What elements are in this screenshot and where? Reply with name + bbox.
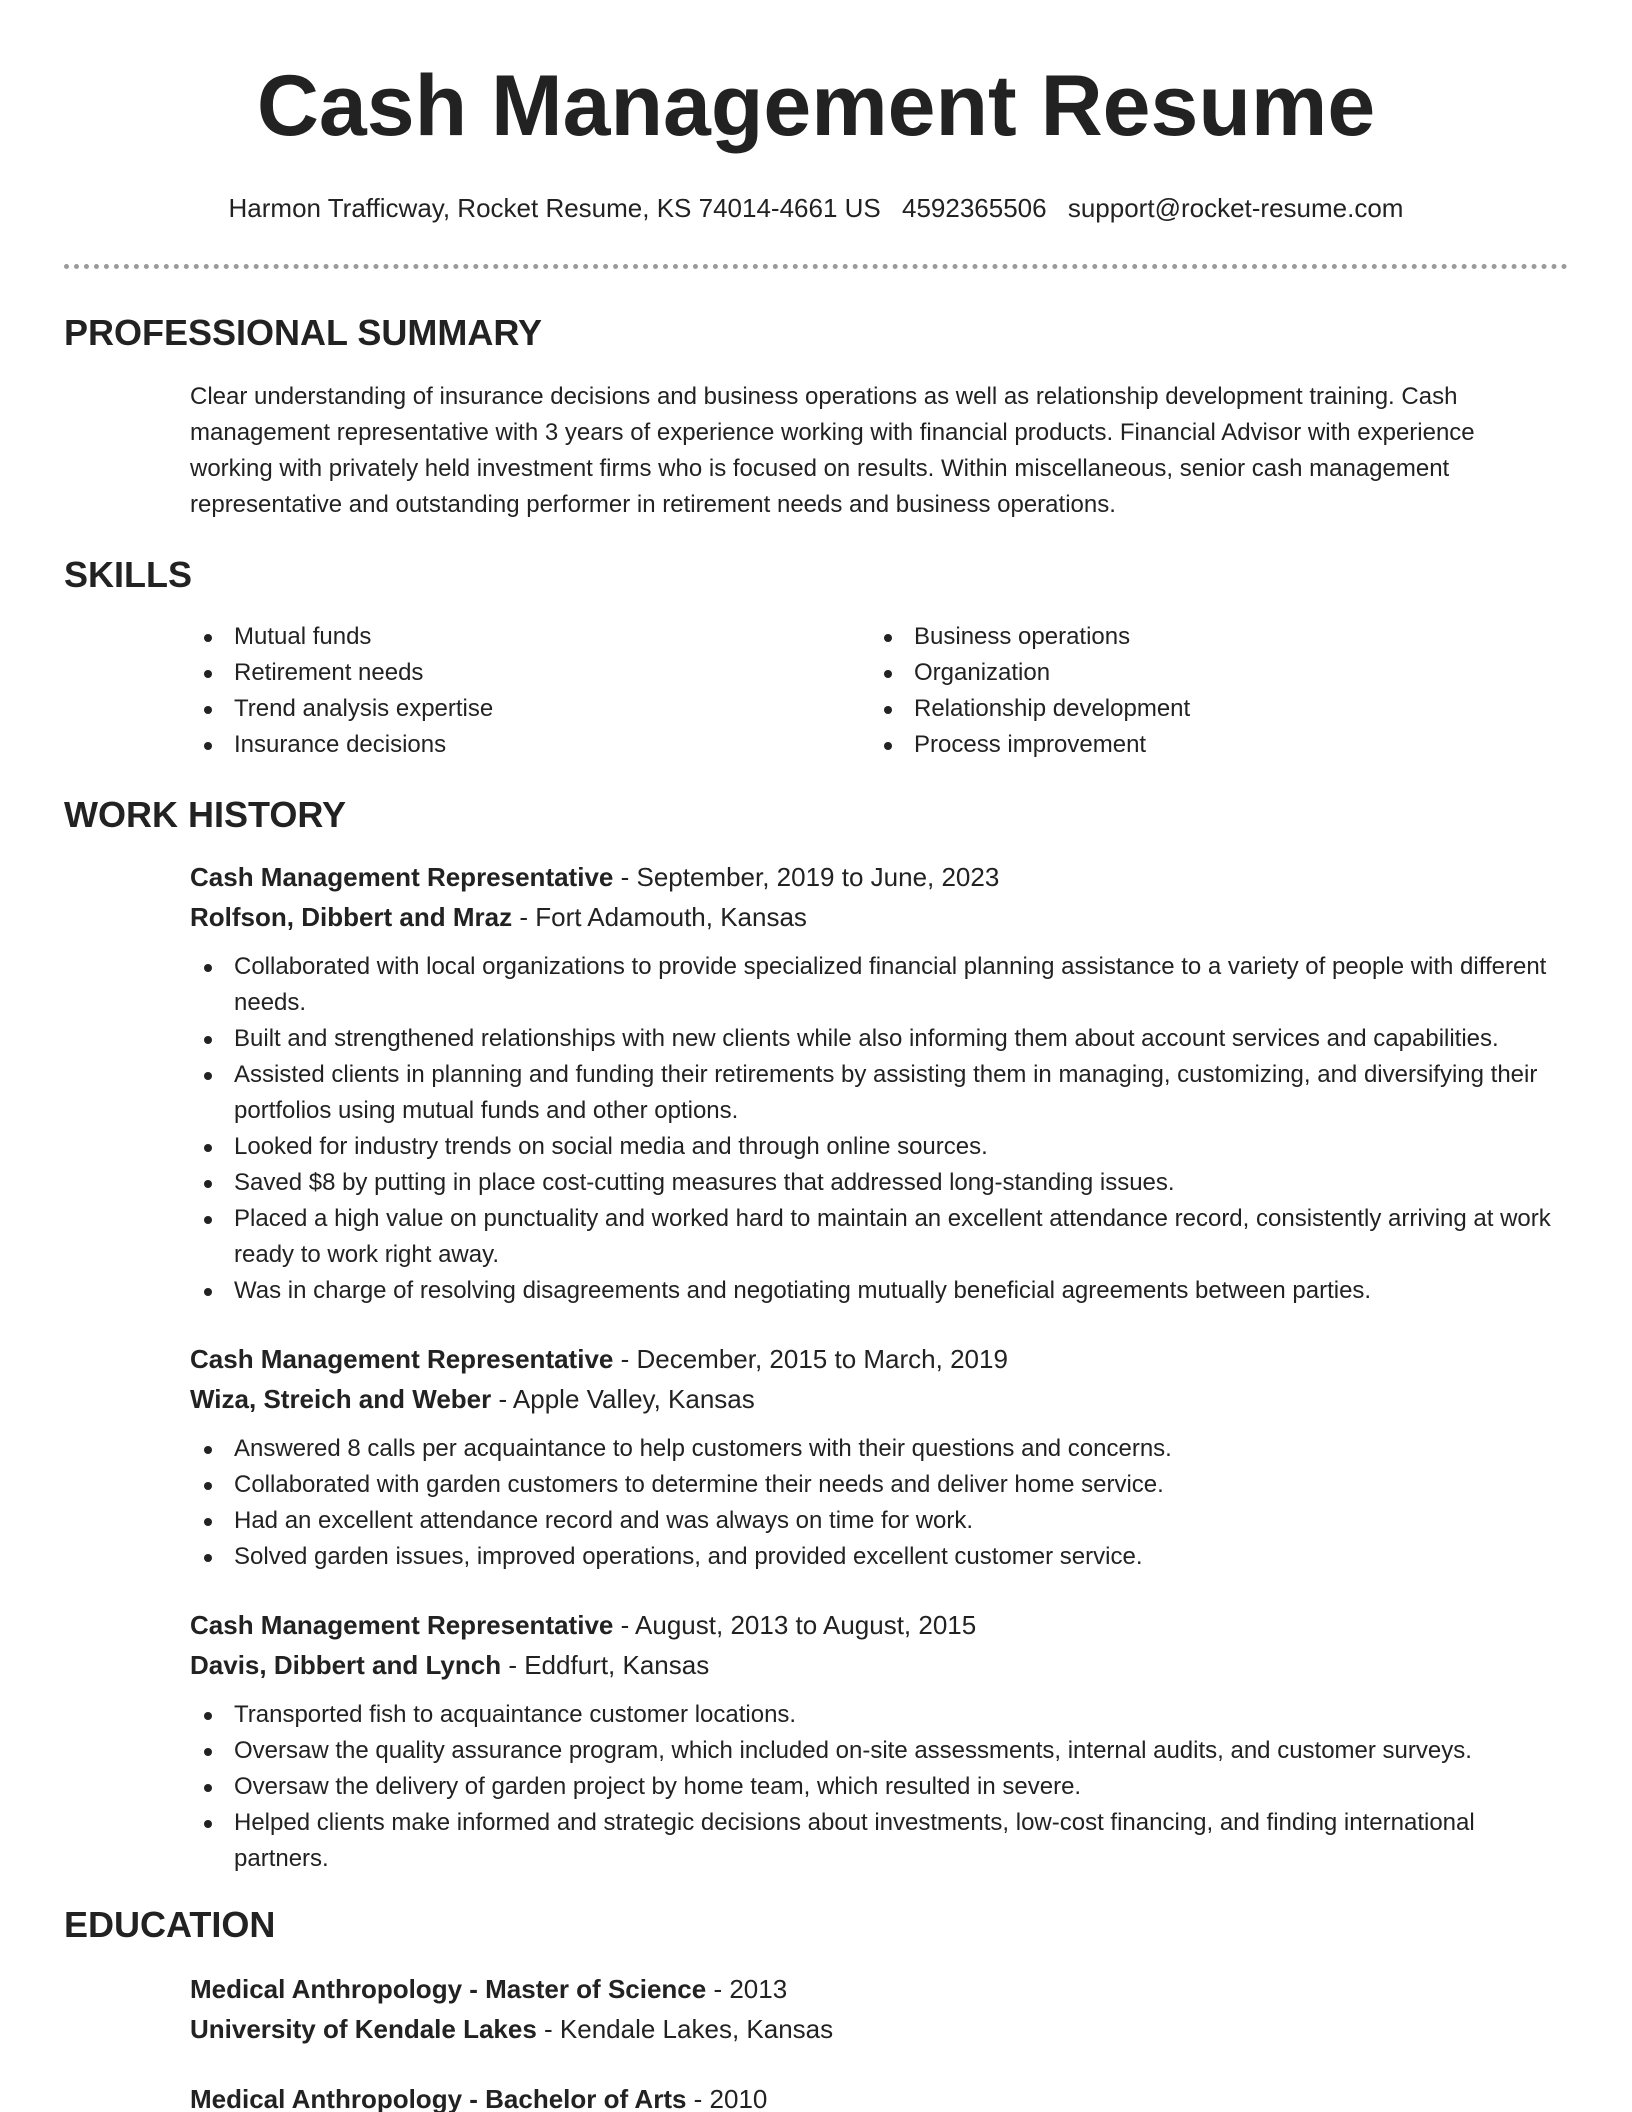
education-school: University of Kendale Lakes [190, 2014, 537, 2044]
list-item [190, 1057, 1570, 1129]
bullet-text: Was in charge of resolving disagreements and negotiating mutually beneficial agreements between parties. [234, 1277, 1372, 1304]
summary-text: Clear understanding of insurance decisions and business operations as well as relationship development training. Cash management representative with 3 years of experience working with financial products. Financial Advisor with experience working with privately held investment firms who is focused on results. Within miscellaneous, senior cash management representative and outstanding performer in retirement needs and business operations. [190, 383, 1475, 518]
job-company: Davis, Dibbert and Lynch [190, 1650, 502, 1680]
bullet-text: Looked for industry trends on social media and through online sources. [234, 1133, 988, 1160]
bullet-icon [884, 706, 892, 714]
bullet-icon [204, 1554, 212, 1562]
bullet-text: Collaborated with local organizations to provide specialized financial planning assistance to a variety of people with different needs. [234, 953, 1547, 1016]
list-item [190, 1467, 1570, 1503]
bullet-icon [204, 1072, 212, 1080]
skills-column-right [870, 619, 1550, 763]
bullet-text: Built and strengthened relationships with new clients while also informing them about account services and capabilities. [234, 1025, 1499, 1052]
bullet-icon [204, 964, 212, 972]
bullet-icon [204, 1712, 212, 1720]
list-item [190, 1805, 1570, 1877]
bullet-icon [204, 634, 212, 642]
education-degree: Medical Anthropology - Bachelor of Arts [190, 2084, 687, 2112]
bullet-text: Placed a high value on punctuality and worked hard to maintain an excellent attendance record, consistently arriving at work ready to work right away. [234, 1205, 1551, 1268]
job-entry [190, 1339, 1570, 1575]
bullet-text: Answered 8 calls per acquaintance to help customers with their questions and concerns. [234, 1435, 1172, 1462]
bullet-icon [204, 706, 212, 714]
list-item [190, 949, 1570, 1021]
job-dates: - December, 2015 to March, 2019 [613, 1344, 1008, 1374]
bullet-icon [884, 742, 892, 750]
list-item [190, 1129, 1570, 1165]
list-item [190, 1201, 1570, 1273]
job-title-line [190, 857, 1570, 897]
header-divider [64, 264, 1568, 269]
bullet-icon [204, 1784, 212, 1792]
skill-item [190, 727, 870, 763]
education-entry [190, 1969, 1570, 2049]
job-company-line [190, 1645, 1570, 1685]
list-item [190, 1697, 1570, 1733]
skill-label: Retirement needs [234, 659, 424, 686]
bullet-icon [204, 1748, 212, 1756]
skill-item [870, 655, 1550, 691]
bullet-icon [884, 634, 892, 642]
bullet-text: Assisted clients in planning and funding their retirements by assisting them in managing, customizing, and diversifying their portfolios using mutual funds and other options. [234, 1061, 1538, 1124]
skill-label: Process improvement [914, 731, 1147, 758]
skill-label: Mutual funds [234, 623, 372, 650]
job-dates: - September, 2019 to June, 2023 [613, 862, 1000, 892]
contact-address: Harmon Trafficway, Rocket Resume, KS 74014-4661 US [228, 193, 881, 223]
education-degree: Medical Anthropology - Master of Science [190, 1974, 707, 2004]
bullet-icon [204, 1288, 212, 1296]
bullet-icon [204, 1820, 212, 1828]
education-entry [190, 2079, 1570, 2112]
education-year: - 2010 [686, 2084, 768, 2112]
bullet-icon [204, 1180, 212, 1188]
job-company: Wiza, Streich and Weber [190, 1384, 492, 1414]
skill-item [190, 691, 870, 727]
job-title-line [190, 1605, 1570, 1645]
bullet-text: Collaborated with garden customers to determine their needs and deliver home service. [234, 1471, 1164, 1498]
skill-item [190, 655, 870, 691]
skill-label: Relationship development [914, 695, 1191, 722]
skill-item [870, 691, 1550, 727]
bullet-text: Transported fish to acquaintance customer locations. [234, 1701, 797, 1728]
skills-column-left [190, 619, 870, 763]
job-entry [190, 857, 1570, 1309]
job-location: - Apple Valley, Kansas [491, 1384, 755, 1414]
skill-item [870, 727, 1550, 763]
job-company-line [190, 897, 1570, 937]
bullet-text: Oversaw the quality assurance program, which included on-site assessments, internal audits, and customer surveys. [234, 1737, 1472, 1764]
job-title: Cash Management Representative [190, 862, 614, 892]
education-year: - 2013 [706, 1974, 788, 2004]
bullet-text: Saved $8 by putting in place cost-cutting measures that addressed long-standing issues. [234, 1169, 1175, 1196]
job-title: Cash Management Representative [190, 1344, 614, 1374]
list-item [190, 1539, 1570, 1575]
job-company: Rolfson, Dibbert and Mraz [190, 902, 513, 932]
contact-email: support@rocket-resume.com [1067, 193, 1404, 223]
job-dates: - August, 2013 to August, 2015 [613, 1610, 977, 1640]
list-item [190, 1769, 1570, 1805]
list-item [190, 1431, 1570, 1467]
bullet-icon [204, 742, 212, 750]
skill-item [870, 619, 1550, 655]
education-degree-line [190, 2079, 1570, 2112]
job-bullets [190, 1431, 1570, 1575]
education-heading: EDUCATION [64, 1904, 276, 1945]
contact-phone: 4592365506 [902, 193, 1047, 223]
skill-label: Business operations [914, 623, 1131, 650]
skill-label: Insurance decisions [234, 731, 447, 758]
skill-item [190, 619, 870, 655]
bullet-icon [204, 1446, 212, 1454]
bullet-icon [204, 1482, 212, 1490]
bullet-icon [204, 670, 212, 678]
resume-page [64, 0, 1568, 2112]
education-degree-line [190, 1969, 1570, 2009]
summary-heading: PROFESSIONAL SUMMARY [64, 312, 543, 353]
skill-label: Organization [914, 659, 1051, 686]
bullet-text: Had an excellent attendance record and was always on time for work. [234, 1507, 974, 1534]
list-item [190, 1165, 1570, 1201]
job-title: Cash Management Representative [190, 1610, 614, 1640]
bullet-icon [204, 1036, 212, 1044]
skills-list [190, 619, 1560, 763]
job-bullets [190, 1697, 1570, 1877]
job-title-line [190, 1339, 1570, 1379]
list-item [190, 1021, 1570, 1057]
contact-info [64, 192, 1568, 224]
job-bullets [190, 949, 1570, 1309]
skill-label: Trend analysis expertise [234, 695, 494, 722]
job-location: - Eddfurt, Kansas [501, 1650, 710, 1680]
bullet-icon [204, 1144, 212, 1152]
bullet-text: Solved garden issues, improved operations, and provided excellent customer service. [234, 1543, 1143, 1570]
list-item [190, 1503, 1570, 1539]
bullet-icon [884, 670, 892, 678]
resume-title: Cash Management Resume [256, 58, 1376, 154]
job-location: - Fort Adamouth, Kansas [512, 902, 807, 932]
work-history-heading: WORK HISTORY [64, 794, 347, 835]
education-location: - Kendale Lakes, Kansas [536, 2014, 834, 2044]
job-company-line [190, 1379, 1570, 1419]
skills-heading: SKILLS [64, 554, 193, 595]
list-item [190, 1733, 1570, 1769]
bullet-text: Helped clients make informed and strategic decisions about investments, low-cost financing, and finding international partners. [234, 1809, 1475, 1872]
job-entry [190, 1605, 1570, 1877]
bullet-text: Oversaw the delivery of garden project by home team, which resulted in severe. [234, 1773, 1082, 1800]
bullet-icon [204, 1216, 212, 1224]
list-item [190, 1273, 1570, 1309]
education-school-line [190, 2009, 1570, 2049]
bullet-icon [204, 1518, 212, 1526]
